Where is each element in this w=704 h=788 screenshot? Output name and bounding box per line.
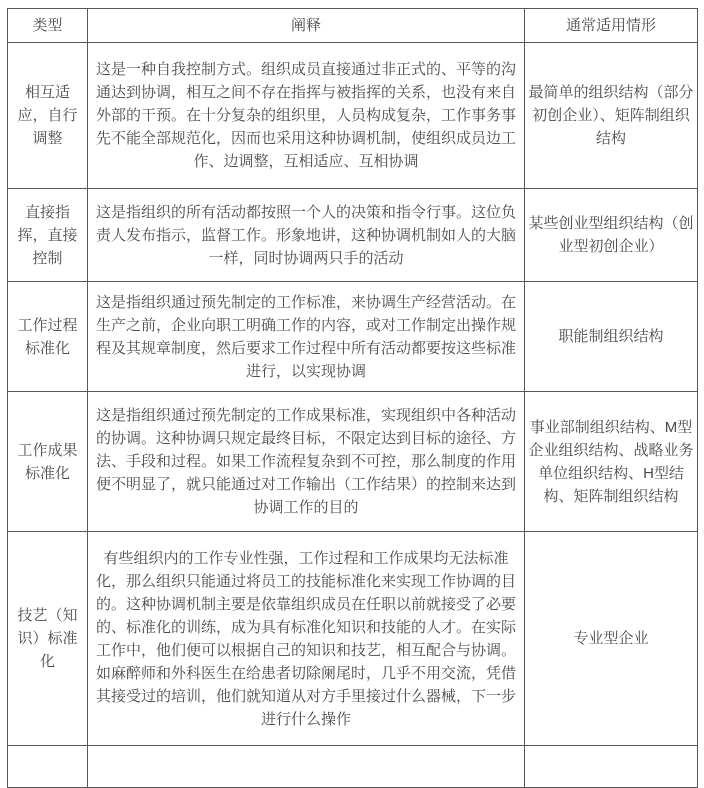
type-cell: 技艺（知识）标准化 <box>8 532 88 746</box>
situation-cell: 某些创业型组织结构（创业型初创企业） <box>525 189 698 282</box>
empty-cell <box>8 746 88 788</box>
type-cell: 工作过程标准化 <box>8 282 88 392</box>
explanation-cell: 这是指组织通过预先制定的工作标准，来协调生产经营活动。在生产之前，企业向职工明确工作的内容，或对工作制定出操作规程及其规章制度，然后要求工作过程中所有活动都要按这些标准进行，以实现协调 <box>88 282 525 392</box>
column-header-type: 类型 <box>8 9 88 43</box>
table-row <box>8 43 698 189</box>
explanation-cell: 有些组织内的工作专业性强，工作过程和工作成果均无法标准化，那么组织只能通过将员工的技能标准化来实现工作协调的目的。这种协调机制主要是依靠组织成员在任职以前就接受了必要的、标准化的训练，成为具有标准化知识和技能的人才。在实际工作中，他们便可以根据自己的知识和技艺，相互配合与协调。如麻醉师和外科医生在给患者切除阑尾时，几乎不用交流，凭借其接受过的培训，他们就知道从对方手里接过什么器械，下一步进行什么操作 <box>88 532 525 746</box>
table-row <box>8 282 698 392</box>
header-row <box>8 9 698 43</box>
column-header-situation: 通常适用情形 <box>525 9 698 43</box>
empty-cell <box>88 746 525 788</box>
explanation-cell: 这是指组织的所有活动都按照一个人的决策和指令行事。这位负责人发布指示，监督工作。形象地讲，这种协调机制如人的大脑一样，同时协调两只手的活动 <box>88 189 525 282</box>
explanation-cell: 这是一种自我控制方式。组织成员直接通过非正式的、平等的沟通达到协调，相互之间不存在指挥与被指挥的关系，也没有来自外部的干预。在十分复杂的组织里，人员构成复杂，工作事务事先不能全部规范化，因而也采用这种协调机制，使组织成员边工作、边调整，互相适应、互相协调 <box>88 43 525 189</box>
situation-cell: 职能制组织结构 <box>525 282 698 392</box>
column-header-explanation: 阐释 <box>88 9 525 43</box>
situation-cell: 专业型企业 <box>525 532 698 746</box>
type-cell: 工作成果标准化 <box>8 392 88 532</box>
table-header <box>8 9 698 43</box>
table-row <box>8 532 698 746</box>
type-cell: 相互适应，自行调整 <box>8 43 88 189</box>
situation-cell: 事业部制组织结构、M型企业组织结构、战略业务单位组织结构、H型结构、矩阵制组织结构 <box>525 392 698 532</box>
coordination-mechanisms-table <box>7 8 698 788</box>
empty-cell <box>525 746 698 788</box>
table-row <box>8 189 698 282</box>
type-cell: 直接指挥，直接控制 <box>8 189 88 282</box>
partial-row <box>8 746 698 788</box>
situation-cell: 最简单的组织结构（部分初创企业）、矩阵制组织结构 <box>525 43 698 189</box>
table-row <box>8 392 698 532</box>
explanation-cell: 这是指组织通过预先制定的工作成果标准，实现组织中各种活动的协调。这种协调只规定最终目标，不限定达到目标的途径、方法、手段和过程。如果工作流程复杂到不可控，那么制度的作用便不明显了，就只能通过对工作输出（工作结果）的控制来达到协调工作的目的 <box>88 392 525 532</box>
table-body <box>8 43 698 788</box>
